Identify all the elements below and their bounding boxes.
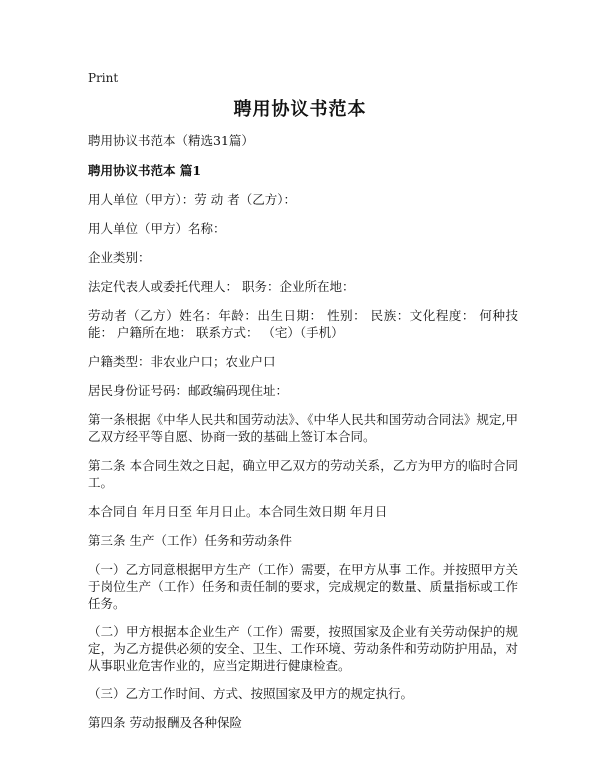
paragraph: 居民身份证号码：邮政编码现住址： [88,383,289,398]
paragraph: 第二条 本合同生效之日起，确立甲乙双方的劳动关系，乙方为甲方的临时合同工。 [88,458,518,490]
paragraph: （三）乙方工作时间、方式、按照国家及甲方的规定执行。 [88,686,414,701]
paragraph: （一）乙方同意根据甲方生产（工作）需要，在甲方从事 工作。并按照甲方关于岗位生产（工作）任务和责任制的要求，完成规定的数量、质量指标或工作任务。 [88,562,518,611]
paragraph: 用人单位（甲方）名称： [88,221,226,236]
document-body [88,132,518,743]
paragraph: 企业类别： [88,250,151,265]
paragraph: 本合同自 年月日至 年月日止。本合同生效日期 年月日 [88,504,388,519]
paragraph: 法定代表人或委托代理人： 职务：企业所在地： [88,279,355,294]
print-link[interactable]: Print [88,71,119,85]
paragraph: 第四条 劳动报酬及各种保险 [88,715,242,730]
document-title: 聘用协议书范本 [233,99,367,120]
section-heading: 聘用协议书范本 篇1 [88,163,202,178]
paragraph: 劳动者（乙方）姓名：年龄：出生日期： 性别： 民族：文化程度： 何种技能： 户籍所在地： 联系方式： （宅）（手机） [88,308,518,340]
paragraph: （二）甲方根据本企业生产（工作）需要，按照国家及企业有关劳动保护的规定，为乙方提供必须的安全、卫生、工作环境、劳动条件和劳动防护用品，对从事职业危害作业的，应当定期进行健康检查。 [88,624,518,673]
document-subtitle: 聘用协议书范本（精选31篇） [88,133,254,148]
paragraph: 第三条 生产（工作）任务和劳动条件 [88,533,292,548]
paragraph: 第一条根据《中华人民共和国劳动法》、《中华人民共和国劳动合同法》规定,甲乙双方经平等自愿、协商一致的基础上签订本合同。 [88,412,518,444]
paragraph: 户籍类型：非农业户口；农业户口 [88,354,276,369]
paragraph: 用人单位（甲方）：劳 动 者（乙方）： [88,192,296,207]
